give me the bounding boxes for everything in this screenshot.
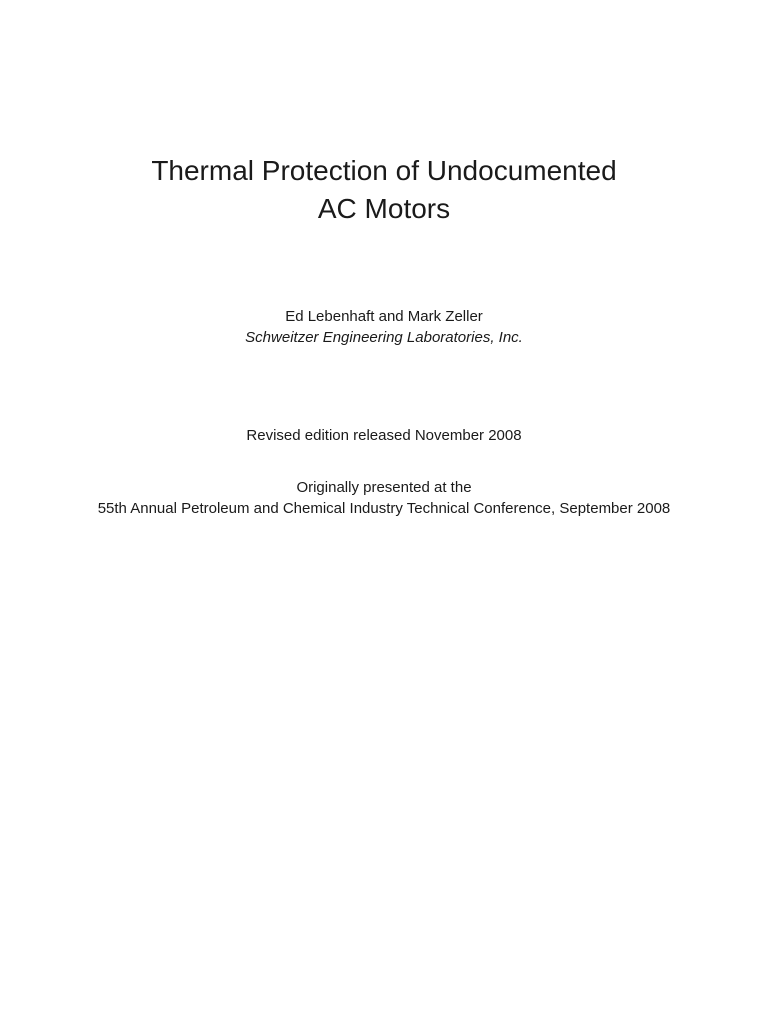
paper-title <box>0 152 768 228</box>
revision-note: Revised edition released November 2008 <box>246 427 522 444</box>
paper-title-line-1: Thermal Protection of Undocumented <box>151 155 617 186</box>
author-names: Ed Lebenhaft and Mark Zeller <box>285 308 483 325</box>
paper-title-line-2: AC Motors <box>317 193 451 224</box>
author-affiliation: Schweitzer Engineering Laboratories, Inc. <box>245 329 523 346</box>
presentation-intro: Originally presented at the <box>296 479 472 496</box>
conference-name: 55th Annual Petroleum and Chemical Industry Technical Conference, September 2008 <box>97 500 671 517</box>
